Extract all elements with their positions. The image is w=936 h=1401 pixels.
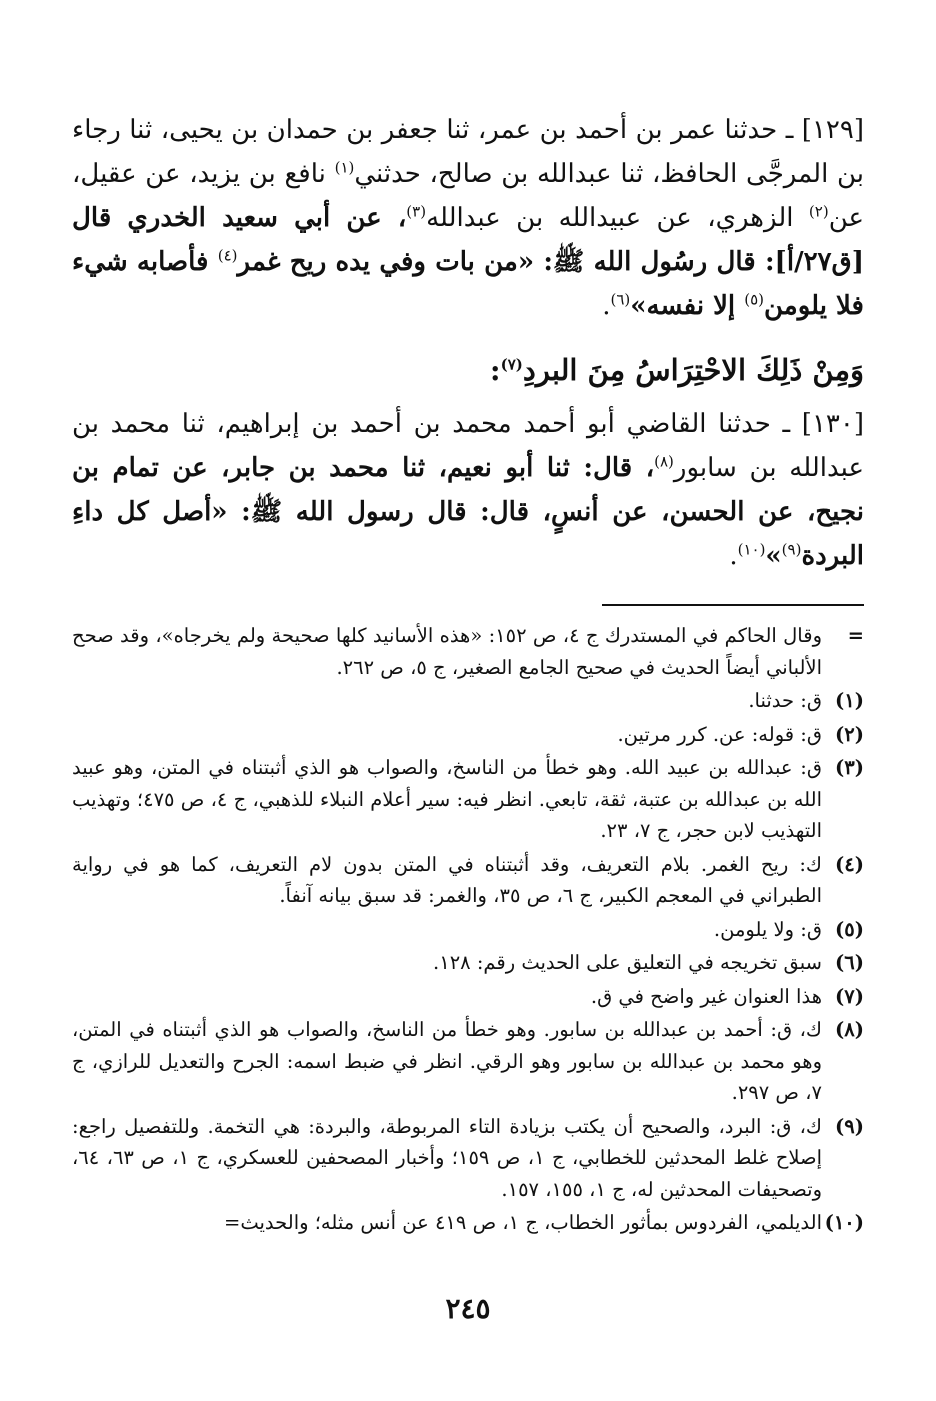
footnote-ref-8[interactable]: (٨) [654,452,674,471]
footnote-ref-4[interactable]: (٤) [217,246,238,265]
footnote-text: ك: ريح الغمر. بلام التعريف، وقد أثبتناه في المتن بدون لام التعريف، كما هو في رواية الطبراني في المعجم الكبير، ج ٦، ص ٣٥، والغمر: قد سبق بيانه آنفاً. [72,852,822,907]
hadith-130-text: [١٣٠] ـ حدثنا القاضي أبو أحمد محمد بن أحمد بن إبراهيم، ثنا محمد بن عبدالله بن سابور [72,409,865,483]
footnote-number: (١٠) [824,1211,864,1234]
footnote-text: ق: عبدالله بن عبيد الله. وهو خطأ من الناسخ، والصواب هو الذي أثبتناه في المتن، وهو عبيد الله بن عبدالله بن عتبة، ثقة، تابعي. انظر فيه: سير أعلام النبلاء للذهبي، ج ٤، ص ٤٧٥؛ وتهذيب التهذيب لابن حجر، ج ٧، ٢٣. [72,756,822,842]
footnote-number: (٢) [835,722,864,746]
footnote-text: وقال الحاكم في المستدرك ج ٤، ص ١٥٢: «هذه الأسانيد كلها صحيحة ولم يخرجاه»، وقد صحح الألباني أيضاً الحديث في صحيح الجامع الصغير، ج ٥، ص ٢٦٢. [72,624,822,679]
footnote-item [72,685,864,717]
footnote-number: (٩) [835,1114,864,1138]
footnote-item [72,1014,864,1109]
footnote-number: (٦) [835,951,864,974]
footnote-number: (٤) [835,852,864,876]
footnote-ref-6[interactable]: (٦) [610,290,631,309]
footnote-item [72,981,864,1013]
footnote-ref-7[interactable]: (٧) [500,355,523,374]
section-heading-text: وَمِنْ ذَلِكَ الاحْتِرَاسُ مِنَ البردِ [522,353,864,387]
footnote-text: سبق تخريجه في التعليق على الحديث رقم: ١٢٨. [433,951,822,974]
footnote-text: ق: ولا يلومن. [713,917,822,941]
hadith-129-text: نافع بن يزيد، عن عقيل، عن [72,159,864,233]
hadith-129-matn: إلا نفسه» [630,291,745,321]
footnote-item [72,947,864,979]
footnote-number: (٥) [835,917,864,941]
page-number: ٢٤٥ [445,1292,491,1325]
hadith-130-matn: » [765,541,782,571]
hadith-130 [72,402,864,578]
footnote-text: الديلمي، الفردوس بمأثور الخطاب، ج ١، ص ٤١٩ عن أنس مثله؛ والحديث= [224,1211,822,1234]
footnote-number: (٨) [835,1018,864,1041]
hadith-129-period: . [602,291,611,321]
footnote-ref-5[interactable]: (٥) [744,290,764,309]
footnote-ref-2[interactable]: (٢) [808,202,829,221]
footnote-item [72,752,864,847]
footnote-number: (١) [835,689,864,712]
footnote-item [72,1111,864,1206]
footnote-number: (٣) [835,756,864,779]
main-text [72,108,864,578]
hadith-129-text: الزهري، عن عبيدالله بن عبدالله [426,203,809,233]
footnote-text: ك، ق: البرد، والصحيح أن يكتب بزيادة التاء المربوطة، والبردة: هي التخمة. وللتفصيل راجع: إصلاح غلط المحدثين للخطابي، ج ١، ص ١٥٩؛ وأخبار المصحفين للعسكري، ج ١، ص ٦٣، ٦٤، وتصحيفات المحدثين له، ج ١، ١٥٥، ١٥٧. [72,1114,823,1201]
footnote-number: (٧) [835,984,864,1008]
footnote-text: ك، ق: أحمد بن عبدالله بن سابور. وهو خطأ من الناسخ، والصواب هو الذي أثبتناه في المتن، وهو محمد بن عبدالله بن سابور وهو الرقي. انظر في ضبط اسمه: الجرح والتعديل للرازي، ج ٧، ص ٢٩٧. [72,1018,822,1104]
hadith-129-text: [١٢٩] ـ حدثنا عمر بن أحمد بن عمر، ثنا جعفر بن حمدان بن يحيى، ثنا رجاء بن المرجَّى الحافظ، ثنا عبدالله بن صالح، حدثني [72,115,864,189]
section-heading-colon: : [489,353,501,387]
hadith-129-matn: فأصابه شيء فلا يلومن [72,247,864,321]
hadith-130-period: . [729,541,738,571]
footnote-number: = [847,624,864,647]
footnote-ref-9[interactable]: (٩) [781,540,802,559]
footnote-divider [602,604,864,606]
hadith-129-matn: ، عن أبي سعيد الخدري قال [ق٢٧/أ]: قال رسُول الله ﷺ: «من بات وفي يده ريح غمر [72,203,864,277]
footnote-item [72,719,864,751]
footnote-text: هذا العنوان غير واضح في ق. [590,984,822,1008]
footnote-ref-1[interactable]: (١) [334,158,355,177]
footnote-text: ق: حدثنا. [748,689,822,712]
footnote-item [72,620,864,683]
footnotes [72,620,864,1241]
section-heading [72,344,864,396]
footnote-item [72,1207,864,1239]
footnote-text: ق: قوله: عن. كرر مرتين. [617,722,822,746]
footnote-ref-10[interactable]: (١٠) [737,540,766,559]
hadith-130-matn: ، قال: ثنا أبو نعيم، ثنا محمد بن جابر، عن تمام بن نجيح، عن الحسن، عن أنسٍ، قال: قال رسول الله ﷺ: «أصل كل داءِ البردة [72,453,864,571]
footnote-item [72,849,864,912]
footnote-item [72,914,864,946]
footnote-ref-3[interactable]: (٣) [406,202,427,221]
hadith-129 [72,108,864,328]
